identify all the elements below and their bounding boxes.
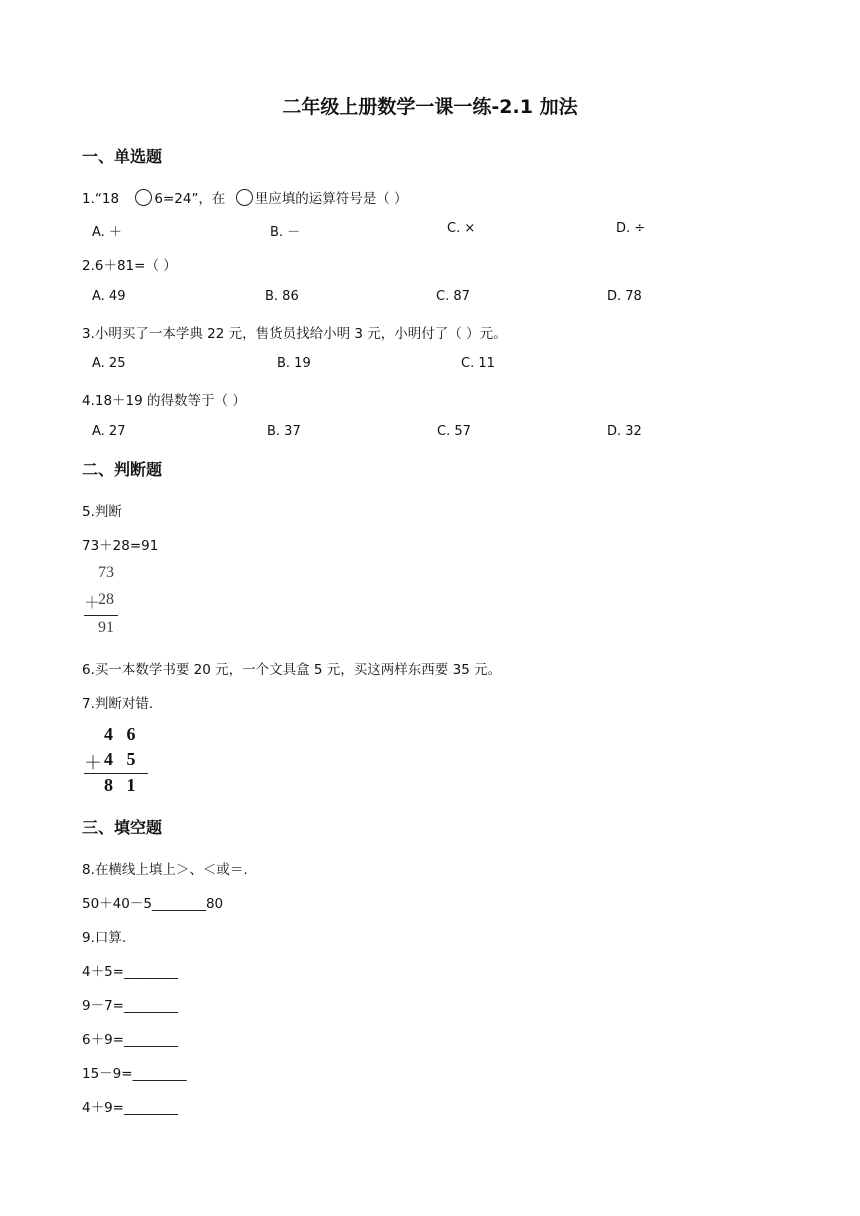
blank-circle	[135, 189, 152, 206]
question-4-option-a[interactable]: A. 27	[92, 424, 126, 439]
vertical-second-number: 28	[98, 591, 114, 608]
question-2-text: 2.6＋81=（ ）	[82, 258, 177, 274]
vertical-top-number: 73	[98, 564, 114, 581]
question-1-text-part2: 6=24”，在	[154, 191, 226, 207]
question-1-text-part3: 里应填的运算符号是（ ）	[254, 191, 408, 207]
question-5-text: 5.判断	[82, 504, 122, 520]
section-heading-single-choice: 一、单选题	[82, 147, 163, 166]
section-heading-fill-in: 三、填空题	[82, 818, 163, 837]
question-9-text: 9.口算.	[82, 930, 127, 946]
vertical-divider-line	[84, 773, 148, 774]
question-2-option-a[interactable]: A. 49	[92, 289, 126, 304]
question-1-option-a[interactable]: A. ＋	[92, 225, 122, 240]
section-heading-true-false: 二、判断题	[82, 460, 163, 479]
question-4-option-b[interactable]: B. 37	[267, 424, 301, 439]
vertical-top-number: 4 6	[104, 724, 136, 744]
question-1-option-d[interactable]: D. ÷	[616, 221, 646, 236]
question-5-equation: 73＋28=91	[82, 538, 159, 554]
question-3-text: 3.小明买了一本学典 22 元，售货员找给小明 3 元，小明付了（ ）元。	[82, 326, 507, 342]
question-6-text: 6.买一本数学书要 20 元，一个文具盒 5 元，买这两样东西要 35 元。	[82, 662, 502, 678]
plus-sign: ＋	[84, 595, 101, 612]
question-1-text-part1: 1.“18	[82, 191, 120, 207]
blank-circle	[236, 189, 253, 206]
question-2-option-d[interactable]: D. 78	[607, 289, 642, 304]
question-1-option-b[interactable]: B. －	[270, 225, 301, 240]
question-8-text: 8.在横线上填上＞、＜或＝.	[82, 862, 248, 878]
question-2-option-b[interactable]: B. 86	[265, 289, 299, 304]
question-2-option-c[interactable]: C. 87	[436, 289, 470, 304]
question-5-vertical-calculation	[84, 562, 154, 640]
vertical-divider-line	[84, 615, 118, 616]
question-4-option-d[interactable]: D. 32	[607, 424, 642, 439]
question-9-item[interactable]: 4＋9=________	[82, 1100, 178, 1116]
question-9-item[interactable]: 9－7=________	[82, 998, 178, 1014]
plus-sign: ＋	[84, 753, 102, 773]
question-7-vertical-calculation	[84, 722, 174, 802]
question-3-option-b[interactable]: B. 19	[277, 356, 311, 371]
vertical-second-number: 4 5	[104, 749, 136, 769]
question-7-text: 7.判断对错.	[82, 696, 154, 712]
question-3-option-c[interactable]: C. 11	[461, 356, 495, 371]
question-4-option-c[interactable]: C. 57	[437, 424, 471, 439]
question-3-option-a[interactable]: A. 25	[92, 356, 126, 371]
question-9-item[interactable]: 15－9=________	[82, 1066, 187, 1082]
page-title: 二年级上册数学一课一练-2.1 加法	[282, 96, 578, 118]
question-9-item[interactable]: 4＋5=________	[82, 964, 178, 980]
vertical-result: 8 1	[104, 775, 136, 795]
question-4-text: 4.18＋19 的得数等于（ ）	[82, 393, 246, 409]
question-1	[82, 187, 408, 207]
question-8-expression[interactable]: 50＋40－5________80	[82, 896, 224, 912]
question-9-item[interactable]: 6＋9=________	[82, 1032, 178, 1048]
question-1-option-c[interactable]: C. ×	[447, 221, 476, 236]
vertical-result: 91	[98, 619, 114, 636]
